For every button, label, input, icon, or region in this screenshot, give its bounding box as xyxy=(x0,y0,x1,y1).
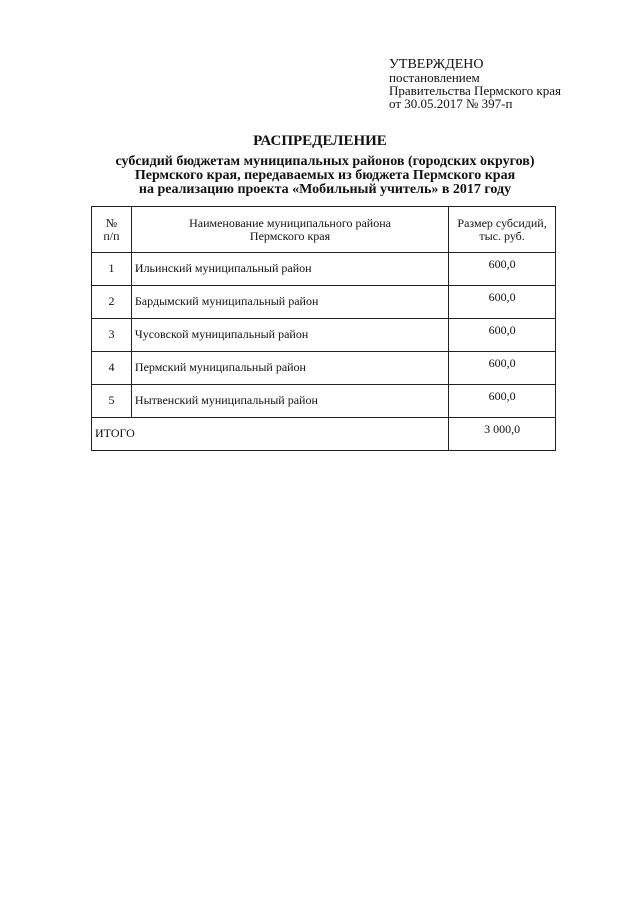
table-row xyxy=(92,385,556,418)
row-subsidy: 600,0 xyxy=(449,352,556,385)
subtitle-line: на реализацию проекта «Мобильный учитель» в 2017 году xyxy=(138,182,512,197)
row-district: Чусовской муниципальный район xyxy=(131,319,448,352)
row-subsidy: 600,0 xyxy=(449,319,556,352)
approval-heading: УТВЕРЖДЕНО xyxy=(389,57,484,72)
total-value: 3 000,0 xyxy=(449,418,556,451)
row-subsidy: 600,0 xyxy=(449,286,556,319)
table-row xyxy=(92,253,556,286)
row-district: Ильинский муниципальный район xyxy=(131,253,448,286)
row-number: 5 xyxy=(92,385,132,418)
subtitle-line: субсидий бюджетам муниципальных районов (городских округов) xyxy=(115,154,535,169)
row-subsidy: 600,0 xyxy=(449,253,556,286)
header-district: Наименование муниципального района Пермского края xyxy=(131,207,448,253)
table-row xyxy=(92,319,556,352)
row-district: Бардымский муниципальный район xyxy=(131,286,448,319)
row-number: 1 xyxy=(92,253,132,286)
header-subsidy: Размер субсидий, тыс. руб. xyxy=(449,207,556,253)
table-header-row xyxy=(92,207,556,253)
header-number: № п/п xyxy=(92,207,132,253)
row-subsidy: 600,0 xyxy=(449,385,556,418)
approval-line: Правительства Пермского края xyxy=(389,83,561,98)
total-label: ИТОГО xyxy=(92,418,449,451)
approval-line: постановлением xyxy=(389,70,480,85)
row-number: 2 xyxy=(92,286,132,319)
table-total-row xyxy=(92,418,556,451)
row-number: 3 xyxy=(92,319,132,352)
row-district: Нытвенский муниципальный район xyxy=(131,385,448,418)
subtitle-line: Пермского края, передаваемых из бюджета Пермского края xyxy=(134,168,516,183)
document-subtitle xyxy=(90,155,560,197)
table-row xyxy=(92,352,556,385)
table-row xyxy=(92,286,556,319)
approval-stamp xyxy=(389,58,561,110)
document-title: РАСПРЕДЕЛЕНИЕ xyxy=(253,133,387,149)
row-district: Пермский муниципальный район xyxy=(131,352,448,385)
row-number: 4 xyxy=(92,352,132,385)
approval-line: от 30.05.2017 № 397-п xyxy=(389,96,513,111)
subsidy-table xyxy=(91,206,556,451)
